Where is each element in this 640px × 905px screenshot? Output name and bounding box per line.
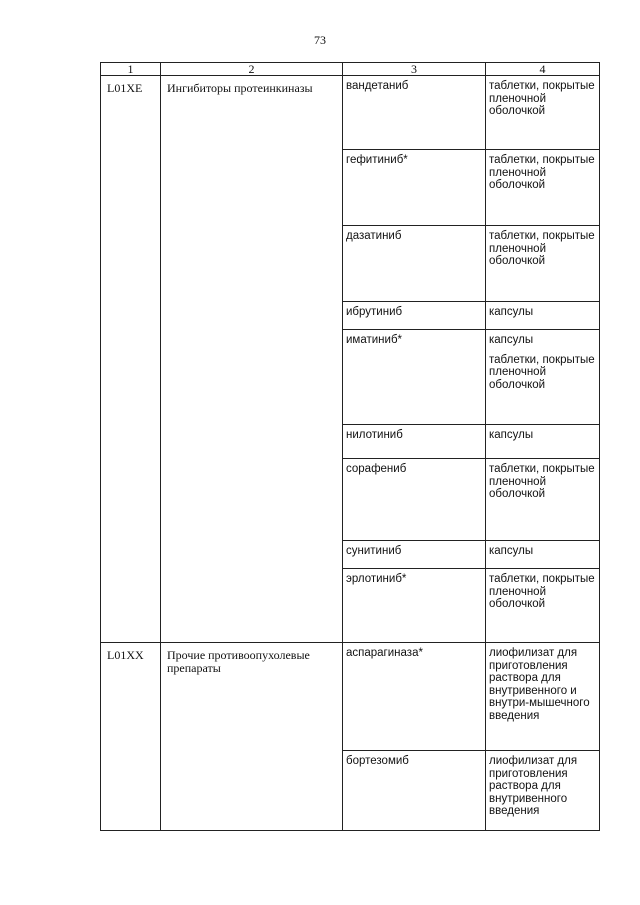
- drug-name-cell: ибрутиниб: [343, 302, 486, 330]
- atc-code-cell: L01XX: [101, 643, 161, 831]
- drug-name-cell: сорафениб: [343, 459, 486, 541]
- page-number: 73: [314, 33, 326, 47]
- dosage-form-cell: [486, 459, 600, 541]
- dosage-form: таблетки, покрытые пленочной оболочкой: [489, 154, 595, 191]
- dosage-form-cell: [486, 76, 600, 150]
- dosage-form: таблетки, покрытые пленочной оболочкой: [489, 353, 595, 391]
- dosage-form-cell: [486, 226, 600, 302]
- drug-name-cell: бортезомиб: [343, 751, 486, 831]
- drug-name-cell: нилотиниб: [343, 425, 486, 459]
- drug-name-cell: вандетаниб: [343, 76, 486, 150]
- dosage-form: капсулы: [489, 306, 534, 318]
- header-row: [101, 63, 600, 76]
- drug-name-cell: аспарагиназа*: [343, 643, 486, 751]
- dosage-form-cell: [486, 425, 600, 459]
- header-cell-4: 4: [486, 63, 600, 76]
- dosage-form: лиофилизат для приготовления раствора для внутривенного и внутри-мышечного введения: [489, 647, 590, 722]
- dosage-form: лиофилизат для приготовления раствора для внутривенного введения: [489, 755, 578, 817]
- dosage-form: таблетки, покрытые пленочной оболочкой: [489, 573, 595, 610]
- dosage-form: капсулы: [489, 545, 534, 557]
- group-name-cell: Ингибиторы протеинкиназы: [161, 76, 343, 643]
- header-cell-1: 1: [101, 63, 161, 76]
- drug-name-cell: эрлотиниб*: [343, 569, 486, 643]
- dosage-form-cell: [486, 541, 600, 569]
- dosage-form-cell: [486, 569, 600, 643]
- dosage-form: таблетки, покрытые пленочной оболочкой: [489, 230, 595, 267]
- group-name-cell: Прочие противоопухолевые препараты: [161, 643, 343, 831]
- table-row: [101, 643, 600, 751]
- drug-name-cell: дазатиниб: [343, 226, 486, 302]
- header-cell-3: 3: [343, 63, 486, 76]
- dosage-form: капсулы: [489, 429, 534, 441]
- table-row: [101, 76, 600, 150]
- header-cell-2: 2: [161, 63, 343, 76]
- dosage-form-cell: [486, 330, 600, 425]
- dosage-form-cell: [486, 302, 600, 330]
- drug-name-cell: иматиниб*: [343, 330, 486, 425]
- dosage-form-cell: [486, 751, 600, 831]
- dosage-form: таблетки, покрытые пленочной оболочкой: [489, 463, 595, 500]
- drug-table: [100, 62, 600, 831]
- dosage-form-cell: [486, 643, 600, 751]
- dosage-form: капсулы: [489, 334, 534, 346]
- dosage-form-cell: [486, 150, 600, 226]
- dosage-form: таблетки, покрытые пленочной оболочкой: [489, 80, 595, 117]
- atc-code-cell: L01XE: [101, 76, 161, 643]
- drug-name-cell: гефитиниб*: [343, 150, 486, 226]
- drug-name-cell: сунитиниб: [343, 541, 486, 569]
